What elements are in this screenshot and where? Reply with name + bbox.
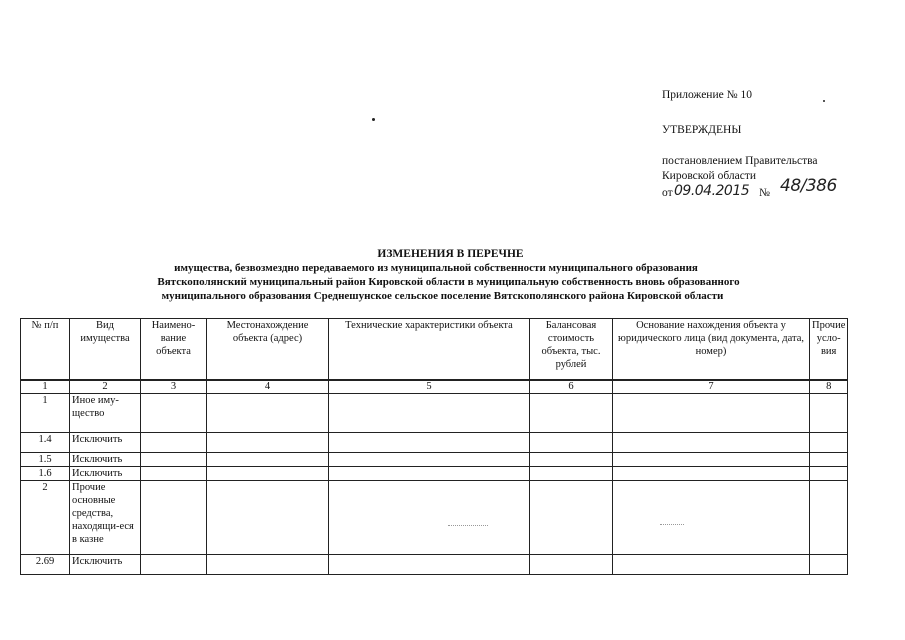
region-label: Кировской области bbox=[662, 169, 757, 182]
row-property-kind: Исключить bbox=[70, 433, 141, 453]
empty-cell bbox=[810, 555, 848, 575]
title-line-2: имущества, безвозмездно передаваемого из муниципальной собственности муниципального образования bbox=[174, 262, 698, 274]
row-number: 1.5 bbox=[21, 453, 70, 467]
table-header-row bbox=[21, 319, 848, 381]
scan-speck bbox=[823, 100, 825, 102]
empty-cell bbox=[329, 394, 530, 433]
empty-cell bbox=[329, 467, 530, 481]
row-property-kind: Исключить bbox=[70, 467, 141, 481]
title-line-4: муниципального образования Среднешунское сельское поселение Вятскополянского района Кировской области bbox=[161, 290, 724, 302]
row-number: 1.6 bbox=[21, 467, 70, 481]
title-line-3: Вятскополянский муниципальный район Кировской области в муниципальную собственность вновь образованного bbox=[157, 276, 740, 288]
header-cell-other-conditions: Прочие усло-вия bbox=[810, 319, 848, 381]
header-cell-book-value: Балансовая стоимость объекта, тыс. рублей bbox=[530, 319, 613, 381]
row-property-kind: Прочие основные средства, находящи-еся в казне bbox=[70, 481, 141, 555]
decree-label: постановлением Правительства bbox=[662, 155, 818, 167]
decree-date-number-line bbox=[662, 176, 897, 203]
number-sign: № bbox=[759, 187, 770, 199]
empty-cell bbox=[207, 481, 329, 555]
empty-cell bbox=[530, 453, 613, 467]
header-cell-location: Местонахождение объекта (адрес) bbox=[207, 319, 329, 381]
column-number: 2 bbox=[70, 380, 141, 394]
header-cell-legal-basis: Основание нахождения объекта у юридического лица (вид документа, дата, номер) bbox=[613, 319, 810, 381]
empty-cell bbox=[207, 555, 329, 575]
column-number: 5 bbox=[329, 380, 530, 394]
empty-cell bbox=[207, 394, 329, 433]
header-cell-number: № п/п bbox=[21, 319, 70, 381]
column-number: 1 bbox=[21, 380, 70, 394]
empty-cell bbox=[141, 433, 207, 453]
empty-cell bbox=[141, 481, 207, 555]
column-number: 8 bbox=[810, 380, 848, 394]
empty-cell bbox=[613, 481, 810, 555]
table-row bbox=[21, 433, 848, 453]
empty-cell bbox=[141, 467, 207, 481]
empty-cell bbox=[530, 433, 613, 453]
column-number: 3 bbox=[141, 380, 207, 394]
row-property-kind: Исключить bbox=[70, 555, 141, 575]
table-row bbox=[21, 394, 848, 433]
empty-cell bbox=[810, 394, 848, 433]
table-row bbox=[21, 481, 848, 555]
row-number: 1.4 bbox=[21, 433, 70, 453]
document-title bbox=[0, 247, 905, 303]
empty-cell bbox=[207, 453, 329, 467]
decree-date-handwritten: 09.04.2015 bbox=[674, 183, 750, 199]
title-line-1: ИЗМЕНЕНИЯ В ПЕРЕЧНЕ bbox=[377, 248, 524, 260]
table-row bbox=[21, 467, 848, 481]
empty-cell bbox=[329, 453, 530, 467]
header-cell-specifications: Технические характеристики объекта bbox=[329, 319, 530, 381]
appendix-label: Приложение № 10 bbox=[662, 89, 752, 101]
column-number-row bbox=[21, 380, 848, 394]
empty-cell bbox=[810, 433, 848, 453]
empty-cell bbox=[530, 481, 613, 555]
scan-speck bbox=[372, 118, 375, 121]
row-number: 1 bbox=[21, 394, 70, 433]
empty-cell bbox=[141, 453, 207, 467]
empty-cell bbox=[613, 467, 810, 481]
table-row bbox=[21, 555, 848, 575]
decree-number-handwritten: 48/386 bbox=[780, 176, 837, 196]
empty-cell bbox=[141, 555, 207, 575]
property-list-table bbox=[20, 318, 848, 575]
row-property-kind: Иное иму-щество bbox=[70, 394, 141, 433]
empty-cell bbox=[810, 467, 848, 481]
empty-cell bbox=[207, 433, 329, 453]
empty-cell bbox=[329, 433, 530, 453]
scan-noise bbox=[660, 524, 684, 525]
empty-cell bbox=[613, 453, 810, 467]
empty-cell bbox=[329, 555, 530, 575]
table-row bbox=[21, 453, 848, 467]
approved-label: УТВЕРЖДЕНЫ bbox=[662, 123, 742, 136]
column-number: 4 bbox=[207, 380, 329, 394]
row-number: 2 bbox=[21, 481, 70, 555]
column-number: 6 bbox=[530, 380, 613, 394]
empty-cell bbox=[530, 394, 613, 433]
header-cell-property-kind: Вид имущества bbox=[70, 319, 141, 381]
empty-cell bbox=[530, 555, 613, 575]
empty-cell bbox=[329, 481, 530, 555]
empty-cell bbox=[810, 453, 848, 467]
empty-cell bbox=[530, 467, 613, 481]
empty-cell bbox=[613, 433, 810, 453]
empty-cell bbox=[613, 394, 810, 433]
column-number: 7 bbox=[613, 380, 810, 394]
scan-noise bbox=[448, 525, 488, 526]
row-property-kind: Исключить bbox=[70, 453, 141, 467]
header-cell-object-name: Наимено-вание объекта bbox=[141, 319, 207, 381]
empty-cell bbox=[810, 481, 848, 555]
empty-cell bbox=[141, 394, 207, 433]
empty-cell bbox=[613, 555, 810, 575]
empty-cell bbox=[207, 467, 329, 481]
date-prefix: от bbox=[662, 187, 673, 199]
row-number: 2.69 bbox=[21, 555, 70, 575]
approval-block bbox=[662, 88, 897, 203]
